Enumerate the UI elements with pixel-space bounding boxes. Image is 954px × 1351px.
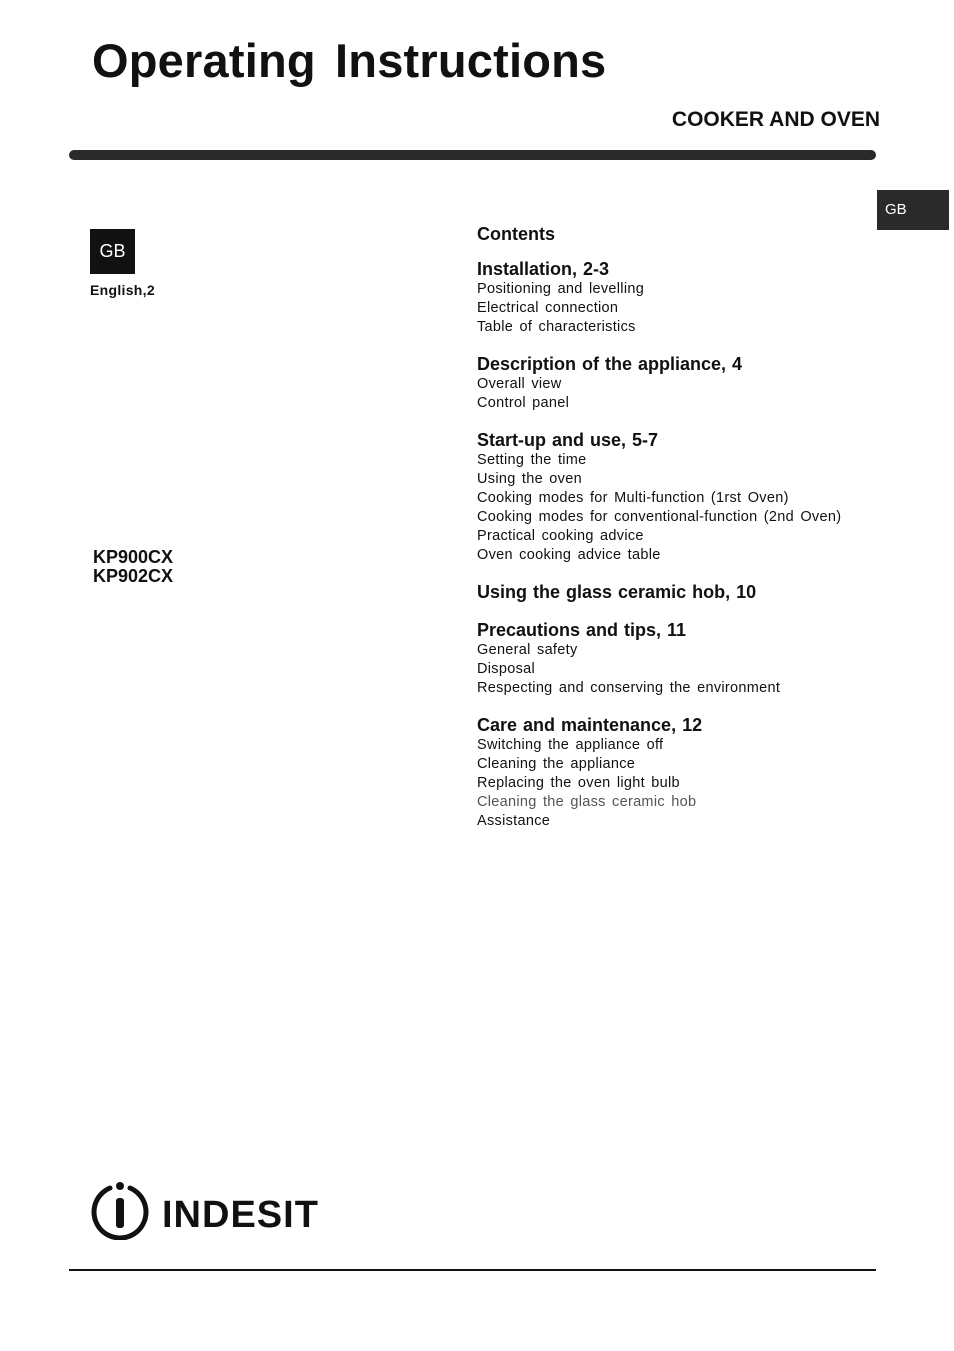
toc-item: Table of characteristics	[477, 319, 636, 335]
toc-item: Cooking modes for Multi-function (1rst Oven)	[477, 490, 789, 506]
toc-section-title: Care and maintenance, 12	[477, 715, 703, 735]
toc-section-title: Start-up and use, 5-7	[477, 430, 659, 450]
model-number: KP900CX	[93, 547, 174, 567]
toc-item: Electrical connection	[477, 300, 619, 316]
toc-item: Cleaning the appliance	[477, 756, 636, 772]
toc-item: Cooking modes for conventional-function (2nd Oven)	[477, 509, 842, 525]
page-subtitle: COOKER AND OVEN	[671, 108, 880, 131]
model-number: KP902CX	[93, 566, 174, 586]
toc-item: Using the oven	[477, 471, 582, 487]
toc-section-startup	[477, 429, 897, 565]
toc-section-hob	[477, 581, 897, 603]
language-side-tab: GB	[877, 190, 949, 230]
toc-item: Assistance	[477, 813, 551, 829]
toc-item: Disposal	[477, 661, 536, 677]
language-badge: GB	[90, 229, 135, 274]
toc-item: Setting the time	[477, 452, 587, 468]
page-title: Operating Instructions	[92, 34, 607, 87]
toc-item: Overall view	[477, 376, 562, 392]
toc-item: Oven cooking advice table	[477, 547, 661, 563]
toc-item: Cleaning the glass ceramic hob	[477, 794, 697, 810]
toc-section-precautions	[477, 619, 897, 698]
toc-section-title: Description of the appliance, 4	[477, 354, 743, 374]
toc-item: General safety	[477, 642, 578, 658]
toc-item: Replacing the oven light bulb	[477, 775, 680, 791]
toc-section-title: Installation, 2-3	[477, 259, 610, 279]
toc-section-title: Precautions and tips, 11	[477, 620, 687, 640]
toc-section-installation	[477, 258, 897, 337]
toc-item: Respecting and conserving the environment	[477, 680, 781, 696]
toc-item: Control panel	[477, 395, 570, 411]
toc-section-care	[477, 714, 897, 831]
header-divider	[69, 150, 876, 160]
toc-item: Positioning and levelling	[477, 281, 645, 297]
toc-section-title: Using the glass ceramic hob, 10	[477, 582, 757, 602]
toc-item: Practical cooking advice	[477, 528, 644, 544]
language-label: English,2	[90, 282, 155, 298]
toc-item: Switching the appliance off	[477, 737, 664, 753]
contents-heading: Contents	[477, 224, 555, 244]
brand-wordmark: INDESIT	[162, 1194, 319, 1236]
indesit-logo	[90, 1180, 320, 1240]
table-of-contents	[477, 223, 897, 847]
toc-section-description	[477, 353, 897, 413]
indesit-i-logo-icon	[90, 1180, 320, 1240]
footer-divider	[69, 1269, 876, 1271]
